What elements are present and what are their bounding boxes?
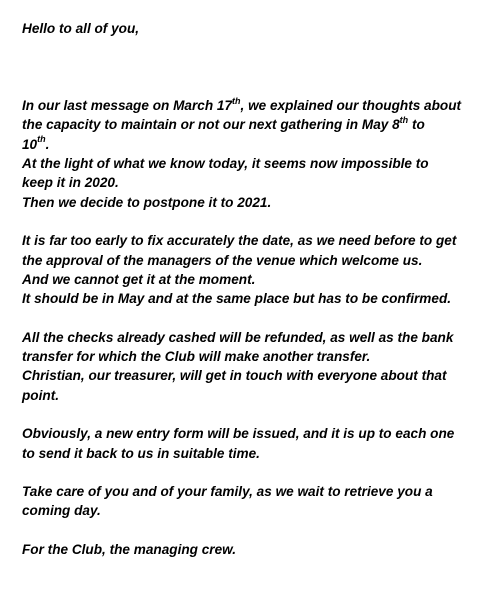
- paragraph-gap: [22, 308, 482, 327]
- text-run: In our last message on March 17: [22, 98, 233, 114]
- text-run: 10: [22, 136, 38, 152]
- paragraph-line: Christian, our treasurer, will get in touch with everyone about that: [22, 368, 447, 384]
- blank-space: [22, 38, 482, 96]
- paragraph-gap: [22, 463, 482, 482]
- paragraph-line: the approval of the managers of the venue which welcome us.: [22, 252, 423, 268]
- paragraph-line: At the light of what we know today, it seems now impossible to: [22, 156, 429, 172]
- greeting-line: Hello to all of you,: [22, 21, 140, 36]
- ordinal-suffix: th: [37, 134, 46, 145]
- paragraph-line: [22, 96, 482, 115]
- signoff-line: For the Club, the managing crew.: [22, 542, 236, 558]
- paragraph-gap: [22, 405, 482, 424]
- paragraph-line: transfer for which the Club will make another transfer.: [22, 349, 371, 365]
- paragraph-previous-message: [22, 96, 482, 212]
- paragraph-line: All the checks already cashed will be refunded, as well as the bank: [22, 329, 454, 345]
- text-run: the capacity to maintain or not our next gathering in May 8: [22, 117, 400, 133]
- paragraph-date: [22, 231, 482, 308]
- text-run: to: [408, 117, 425, 133]
- ordinal-suffix: th: [232, 95, 241, 106]
- paragraph-line: to send it back to us in suitable time.: [22, 445, 260, 461]
- paragraph-line: It should be in May and at the same place but has to be confirmed.: [22, 291, 452, 307]
- paragraph-line: keep it in 2020.: [22, 175, 119, 191]
- paragraph-line: coming day.: [22, 503, 101, 519]
- text-run: .: [45, 136, 50, 152]
- text-run: , we explained our thoughts about: [240, 98, 462, 114]
- paragraph-entry-form: [22, 424, 482, 463]
- paragraph-line: [22, 135, 482, 154]
- greeting: [22, 19, 482, 38]
- letter-body: [22, 19, 482, 559]
- paragraph-line: point.: [22, 387, 59, 403]
- paragraph-line: Obviously, a new entry form will be issued, and it is up to each one: [22, 426, 455, 442]
- paragraph-line: It is far too early to fix accurately the date, as we need before to get: [22, 233, 457, 249]
- signoff: [22, 540, 482, 559]
- paragraph-line: And we cannot get it at the moment.: [22, 271, 256, 287]
- paragraph-line: Take care of you and of your family, as we wait to retrieve you a: [22, 484, 433, 500]
- paragraph-line: Then we decide to postpone it to 2021.: [22, 194, 272, 210]
- paragraph-refunds: [22, 328, 482, 405]
- paragraph-gap: [22, 521, 482, 540]
- paragraph-line: [22, 115, 482, 134]
- paragraph-gap: [22, 212, 482, 231]
- ordinal-suffix: th: [399, 114, 409, 125]
- paragraph-take-care: [22, 482, 482, 521]
